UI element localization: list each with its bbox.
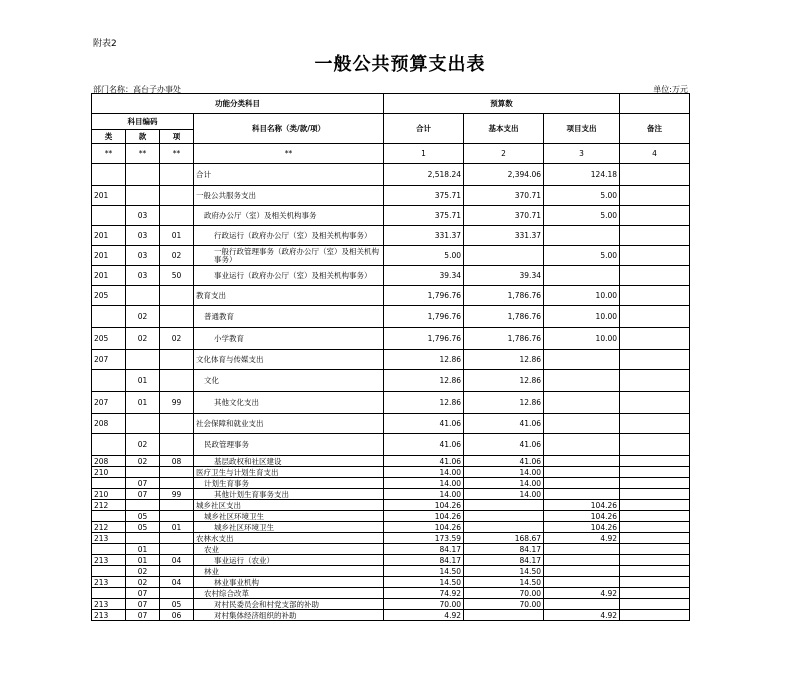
- subject-name-cell: 城乡社区环境卫生: [194, 511, 384, 522]
- page-title: 一般公共预算支出表: [314, 54, 486, 75]
- code-kuan-cell: [126, 286, 160, 306]
- code-xiang-cell: 02: [160, 328, 194, 350]
- code-xiang-cell: 06: [160, 610, 194, 621]
- basic-expenditure-cell: 331.37: [464, 226, 544, 246]
- table-row: [92, 467, 690, 478]
- remarks-cell: [620, 478, 690, 489]
- code-kuan-cell: 05: [126, 511, 160, 522]
- code-xiang-cell: 04: [160, 577, 194, 588]
- subject-name-cell: 林业: [194, 566, 384, 577]
- code-lei-cell: 201: [92, 246, 126, 266]
- total-cell: 14.00: [384, 467, 464, 478]
- code-xiang-cell: [160, 164, 194, 186]
- code-lei-cell: 210: [92, 467, 126, 478]
- code-kuan-cell: 01: [126, 370, 160, 392]
- project-expenditure-cell: 4.92: [544, 588, 620, 599]
- project-expenditure-cell: [544, 370, 620, 392]
- remarks-cell: [620, 489, 690, 500]
- code-kuan-cell: 02: [126, 577, 160, 588]
- code-kuan-cell: [126, 500, 160, 511]
- table-row: [92, 206, 690, 226]
- code-lei-cell: [92, 588, 126, 599]
- subject-name-cell: 一般公共服务支出: [194, 186, 384, 206]
- code-kuan-cell: 02: [126, 456, 160, 467]
- column-number-4: 4: [620, 144, 690, 164]
- header-row-4: [92, 144, 690, 164]
- basic-expenditure-cell: 370.71: [464, 186, 544, 206]
- project-expenditure-cell: 104.26: [544, 511, 620, 522]
- code-kuan-cell: 02: [126, 566, 160, 577]
- code-xiang-cell: [160, 566, 194, 577]
- total-cell: 41.06: [384, 414, 464, 434]
- subject-name-cell: 城乡社区环境卫生: [194, 522, 384, 533]
- code-xiang-cell: [160, 544, 194, 555]
- code-xiang-cell: 99: [160, 392, 194, 414]
- project-expenditure-cell: [544, 392, 620, 414]
- subject-name-cell: 合计: [194, 164, 384, 186]
- code-kuan-cell: 02: [126, 328, 160, 350]
- code-kuan-cell: [126, 164, 160, 186]
- project-expenditure-header: 项目支出: [544, 114, 620, 144]
- code-lei-cell: [92, 478, 126, 489]
- code-xiang-cell: [160, 306, 194, 328]
- project-expenditure-cell: [544, 226, 620, 246]
- code-xiang-cell: [160, 286, 194, 306]
- code-xiang-cell: 08: [160, 456, 194, 467]
- code-lei-cell: 213: [92, 610, 126, 621]
- subject-name-cell: 行政运行（政府办公厅（室）及相关机构事务）: [194, 226, 384, 246]
- table-row: [92, 226, 690, 246]
- code-kuan-cell: 07: [126, 599, 160, 610]
- code-xiang-cell: [160, 370, 194, 392]
- remarks-cell: [620, 434, 690, 456]
- code-lei-cell: [92, 206, 126, 226]
- total-cell: 14.00: [384, 478, 464, 489]
- code-xiang-cell: 01: [160, 226, 194, 246]
- remarks-cell: [620, 164, 690, 186]
- table-row: [92, 588, 690, 599]
- table-row: [92, 577, 690, 588]
- table-row: [92, 328, 690, 350]
- remarks-cell: [620, 286, 690, 306]
- project-expenditure-cell: 10.00: [544, 306, 620, 328]
- remarks-cell: [620, 206, 690, 226]
- remarks-cell: [620, 588, 690, 599]
- total-cell: 14.00: [384, 489, 464, 500]
- total-cell: 4.92: [384, 610, 464, 621]
- remarks-cell: [620, 522, 690, 533]
- basic-expenditure-cell: 84.17: [464, 555, 544, 566]
- project-expenditure-cell: 10.00: [544, 286, 620, 306]
- project-expenditure-cell: 124.18: [544, 164, 620, 186]
- table-row: [92, 599, 690, 610]
- remarks-cell: [620, 306, 690, 328]
- total-cell: 1,796.76: [384, 328, 464, 350]
- table-row: [92, 164, 690, 186]
- basic-expenditure-cell: 70.00: [464, 599, 544, 610]
- total-cell: 41.06: [384, 434, 464, 456]
- code-lei-cell: 212: [92, 500, 126, 511]
- project-expenditure-cell: [544, 577, 620, 588]
- code-lei-cell: 201: [92, 186, 126, 206]
- subject-name-cell: 政府办公厅（室）及相关机构事务: [194, 206, 384, 226]
- budget-table: [91, 93, 690, 621]
- basic-expenditure-cell: 41.06: [464, 414, 544, 434]
- remarks-cell: [620, 533, 690, 544]
- code-kuan-cell: 07: [126, 610, 160, 621]
- code-kuan-cell: 01: [126, 392, 160, 414]
- code-kuan-cell: 07: [126, 478, 160, 489]
- total-cell: 1,796.76: [384, 306, 464, 328]
- subject-name-cell: 文化体育与传媒支出: [194, 350, 384, 370]
- total-cell: 14.50: [384, 566, 464, 577]
- table-row: [92, 370, 690, 392]
- code-xiang-cell: [160, 350, 194, 370]
- basic-expenditure-cell: 14.50: [464, 577, 544, 588]
- project-expenditure-cell: 5.00: [544, 186, 620, 206]
- code-lei-cell: 207: [92, 350, 126, 370]
- remarks-header: 备注: [620, 114, 690, 144]
- basic-expenditure-cell: 41.06: [464, 434, 544, 456]
- total-cell: 331.37: [384, 226, 464, 246]
- basic-expenditure-cell: 14.00: [464, 478, 544, 489]
- department-name: 部门名称：高台子办事处: [93, 85, 181, 94]
- subject-name-header: 科目名称（类/款/项）: [194, 114, 384, 144]
- project-expenditure-cell: 4.92: [544, 610, 620, 621]
- code-kuan-cell: 01: [126, 555, 160, 566]
- table-row: [92, 533, 690, 544]
- basic-expenditure-cell: 41.06: [464, 456, 544, 467]
- project-expenditure-cell: [544, 456, 620, 467]
- code-xiang-cell: [160, 206, 194, 226]
- total-cell: 39.34: [384, 266, 464, 286]
- total-cell: 12.86: [384, 370, 464, 392]
- project-expenditure-cell: [544, 434, 620, 456]
- basic-expenditure-cell: 1,786.76: [464, 328, 544, 350]
- code-kuan-cell: 01: [126, 544, 160, 555]
- remarks-cell: [620, 350, 690, 370]
- table-row: [92, 434, 690, 456]
- project-expenditure-cell: [544, 266, 620, 286]
- header-row-1: [92, 94, 690, 114]
- basic-expenditure-cell: 70.00: [464, 588, 544, 599]
- column-number-2: 2: [464, 144, 544, 164]
- lei-header: 类: [92, 130, 126, 144]
- code-kuan-cell: 03: [126, 226, 160, 246]
- remarks-cell: [620, 392, 690, 414]
- remarks-cell: [620, 544, 690, 555]
- table-row: [92, 392, 690, 414]
- table-row: [92, 414, 690, 434]
- project-expenditure-cell: [544, 555, 620, 566]
- basic-expenditure-cell: 168.67: [464, 533, 544, 544]
- table-row: [92, 246, 690, 266]
- total-cell: 41.06: [384, 456, 464, 467]
- total-cell: 104.26: [384, 511, 464, 522]
- project-expenditure-cell: 104.26: [544, 500, 620, 511]
- remarks-cell: [620, 226, 690, 246]
- total-cell: 74.92: [384, 588, 464, 599]
- code-kuan-cell: 03: [126, 266, 160, 286]
- code-kuan-cell: 03: [126, 206, 160, 226]
- basic-expenditure-cell: [464, 511, 544, 522]
- unit-label: 单位:万元: [653, 85, 688, 94]
- remarks-cell: [620, 599, 690, 610]
- code-kuan-cell: 07: [126, 588, 160, 599]
- code-lei-cell: [92, 544, 126, 555]
- subject-name-cell: 农村综合改革: [194, 588, 384, 599]
- code-xiang-cell: [160, 186, 194, 206]
- project-expenditure-cell: [544, 414, 620, 434]
- remarks-cell: [620, 328, 690, 350]
- xiang-header: 项: [160, 130, 194, 144]
- subject-name-cell: 普通教育: [194, 306, 384, 328]
- code-kuan-cell: 02: [126, 306, 160, 328]
- code-lei-cell: 213: [92, 599, 126, 610]
- table-row: [92, 456, 690, 467]
- code-kuan-cell: [126, 533, 160, 544]
- subject-name-cell: 社会保障和就业支出: [194, 414, 384, 434]
- code-xiang-cell: [160, 500, 194, 511]
- code-xiang-cell: [160, 467, 194, 478]
- code-kuan-cell: [126, 467, 160, 478]
- subject-name-cell: 基层政权和社区建设: [194, 456, 384, 467]
- functional-category-header: 功能分类科目: [92, 94, 384, 114]
- column-number-1: 1: [384, 144, 464, 164]
- subject-name-cell: 计划生育事务: [194, 478, 384, 489]
- code-lei-cell: 201: [92, 226, 126, 246]
- total-cell: 84.17: [384, 555, 464, 566]
- project-expenditure-cell: [544, 544, 620, 555]
- code-xiang-cell: [160, 511, 194, 522]
- subject-name-cell: 其他文化支出: [194, 392, 384, 414]
- code-lei-cell: 207: [92, 392, 126, 414]
- code-lei-cell: 210: [92, 489, 126, 500]
- subject-name-cell: 农林水支出: [194, 533, 384, 544]
- project-expenditure-cell: 104.26: [544, 522, 620, 533]
- table-row: [92, 489, 690, 500]
- code-lei-cell: 205: [92, 286, 126, 306]
- table-row: [92, 511, 690, 522]
- code-kuan-cell: 02: [126, 434, 160, 456]
- basic-expenditure-header: 基本支出: [464, 114, 544, 144]
- star-cell: **: [160, 144, 194, 164]
- code-lei-cell: 212: [92, 522, 126, 533]
- code-lei-cell: 213: [92, 555, 126, 566]
- remarks-cell: [620, 610, 690, 621]
- column-number-3: 3: [544, 144, 620, 164]
- basic-expenditure-cell: [464, 522, 544, 533]
- project-expenditure-cell: 5.00: [544, 206, 620, 226]
- code-lei-cell: 201: [92, 266, 126, 286]
- basic-expenditure-cell: 12.86: [464, 392, 544, 414]
- table-row: [92, 544, 690, 555]
- code-lei-cell: 208: [92, 456, 126, 467]
- table-row: [92, 186, 690, 206]
- basic-expenditure-cell: 12.86: [464, 350, 544, 370]
- star-cell: **: [194, 144, 384, 164]
- total-cell: 375.71: [384, 186, 464, 206]
- total-cell: 1,796.76: [384, 286, 464, 306]
- budget-amount-header: 预算数: [384, 94, 620, 114]
- total-cell: 2,518.24: [384, 164, 464, 186]
- table-row: [92, 306, 690, 328]
- code-kuan-cell: 05: [126, 522, 160, 533]
- project-expenditure-cell: [544, 467, 620, 478]
- table-row: [92, 500, 690, 511]
- remarks-cell: [620, 246, 690, 266]
- code-lei-cell: [92, 370, 126, 392]
- table-row: [92, 555, 690, 566]
- basic-expenditure-cell: 14.00: [464, 467, 544, 478]
- total-cell: 104.26: [384, 500, 464, 511]
- basic-expenditure-cell: [464, 500, 544, 511]
- total-cell: 173.59: [384, 533, 464, 544]
- remarks-cell: [620, 511, 690, 522]
- basic-expenditure-cell: [464, 246, 544, 266]
- code-kuan-cell: 07: [126, 489, 160, 500]
- code-kuan-cell: [126, 186, 160, 206]
- remarks-cell: [620, 577, 690, 588]
- kuan-header: 款: [126, 130, 160, 144]
- code-lei-cell: 213: [92, 577, 126, 588]
- remarks-cell: [620, 266, 690, 286]
- code-lei-cell: 205: [92, 328, 126, 350]
- basic-expenditure-cell: 2,394.06: [464, 164, 544, 186]
- code-xiang-cell: [160, 533, 194, 544]
- remarks-cell: [620, 500, 690, 511]
- remarks-cell: [620, 467, 690, 478]
- subject-name-cell: 城乡社区支出: [194, 500, 384, 511]
- code-lei-cell: 213: [92, 533, 126, 544]
- total-header: 合计: [384, 114, 464, 144]
- subject-name-cell: 其他计划生育事务支出: [194, 489, 384, 500]
- total-cell: 84.17: [384, 544, 464, 555]
- subject-name-cell: 民政管理事务: [194, 434, 384, 456]
- total-cell: 12.86: [384, 350, 464, 370]
- project-expenditure-cell: [544, 599, 620, 610]
- table-row: [92, 478, 690, 489]
- subject-name-cell: 医疗卫生与计划生育支出: [194, 467, 384, 478]
- subject-name-cell: 一般行政管理事务（政府办公厅（室）及相关机构事务）: [194, 246, 384, 266]
- table-row: [92, 566, 690, 577]
- code-lei-cell: 208: [92, 414, 126, 434]
- code-xiang-cell: [160, 414, 194, 434]
- remarks-cell: [620, 555, 690, 566]
- code-xiang-cell: 05: [160, 599, 194, 610]
- code-kuan-cell: 03: [126, 246, 160, 266]
- star-cell: **: [92, 144, 126, 164]
- project-expenditure-cell: 4.92: [544, 533, 620, 544]
- star-cell: **: [126, 144, 160, 164]
- basic-expenditure-cell: 39.34: [464, 266, 544, 286]
- remarks-cell: [620, 186, 690, 206]
- subject-name-cell: 事业运行（农业）: [194, 555, 384, 566]
- basic-expenditure-cell: 1,786.76: [464, 306, 544, 328]
- remarks-cell: [620, 370, 690, 392]
- subject-name-cell: 教育支出: [194, 286, 384, 306]
- basic-expenditure-cell: 14.50: [464, 566, 544, 577]
- subject-name-cell: 林业事业机构: [194, 577, 384, 588]
- total-cell: 70.00: [384, 599, 464, 610]
- code-xiang-cell: [160, 478, 194, 489]
- project-expenditure-cell: [544, 350, 620, 370]
- project-expenditure-cell: [544, 478, 620, 489]
- code-xiang-cell: 01: [160, 522, 194, 533]
- code-xiang-cell: 02: [160, 246, 194, 266]
- code-kuan-cell: [126, 414, 160, 434]
- header-row-2: [92, 114, 690, 130]
- attachment-label: 附表2: [93, 39, 117, 49]
- project-expenditure-cell: 10.00: [544, 328, 620, 350]
- project-expenditure-cell: [544, 489, 620, 500]
- subject-name-cell: 农业: [194, 544, 384, 555]
- subject-name-cell: 事业运行（政府办公厅（室）及相关机构事务）: [194, 266, 384, 286]
- total-cell: 12.86: [384, 392, 464, 414]
- total-cell: 375.71: [384, 206, 464, 226]
- code-kuan-cell: [126, 350, 160, 370]
- code-xiang-cell: [160, 588, 194, 599]
- total-cell: 14.50: [384, 577, 464, 588]
- code-lei-cell: [92, 164, 126, 186]
- table-row: [92, 522, 690, 533]
- code-xiang-cell: 99: [160, 489, 194, 500]
- table-row: [92, 350, 690, 370]
- basic-expenditure-cell: 84.17: [464, 544, 544, 555]
- subject-name-cell: 对村民委员会和村党支部的补助: [194, 599, 384, 610]
- subject-code-header: 科目编码: [92, 114, 194, 130]
- basic-expenditure-cell: 1,786.76: [464, 286, 544, 306]
- header-blank-cell: [620, 94, 690, 114]
- remarks-cell: [620, 566, 690, 577]
- total-cell: 104.26: [384, 522, 464, 533]
- table-row: [92, 610, 690, 621]
- subject-name-cell: 对村集体经济组织的补助: [194, 610, 384, 621]
- code-lei-cell: [92, 434, 126, 456]
- subject-name-cell: 文化: [194, 370, 384, 392]
- project-expenditure-cell: [544, 566, 620, 577]
- basic-expenditure-cell: [464, 610, 544, 621]
- subject-name-cell: 小学教育: [194, 328, 384, 350]
- basic-expenditure-cell: 370.71: [464, 206, 544, 226]
- code-lei-cell: [92, 306, 126, 328]
- total-cell: 5.00: [384, 246, 464, 266]
- basic-expenditure-cell: 12.86: [464, 370, 544, 392]
- remarks-cell: [620, 456, 690, 467]
- code-lei-cell: [92, 511, 126, 522]
- code-xiang-cell: 50: [160, 266, 194, 286]
- code-xiang-cell: [160, 434, 194, 456]
- code-xiang-cell: 04: [160, 555, 194, 566]
- code-lei-cell: [92, 566, 126, 577]
- table-row: [92, 286, 690, 306]
- remarks-cell: [620, 414, 690, 434]
- basic-expenditure-cell: 14.00: [464, 489, 544, 500]
- project-expenditure-cell: 5.00: [544, 246, 620, 266]
- table-row: [92, 266, 690, 286]
